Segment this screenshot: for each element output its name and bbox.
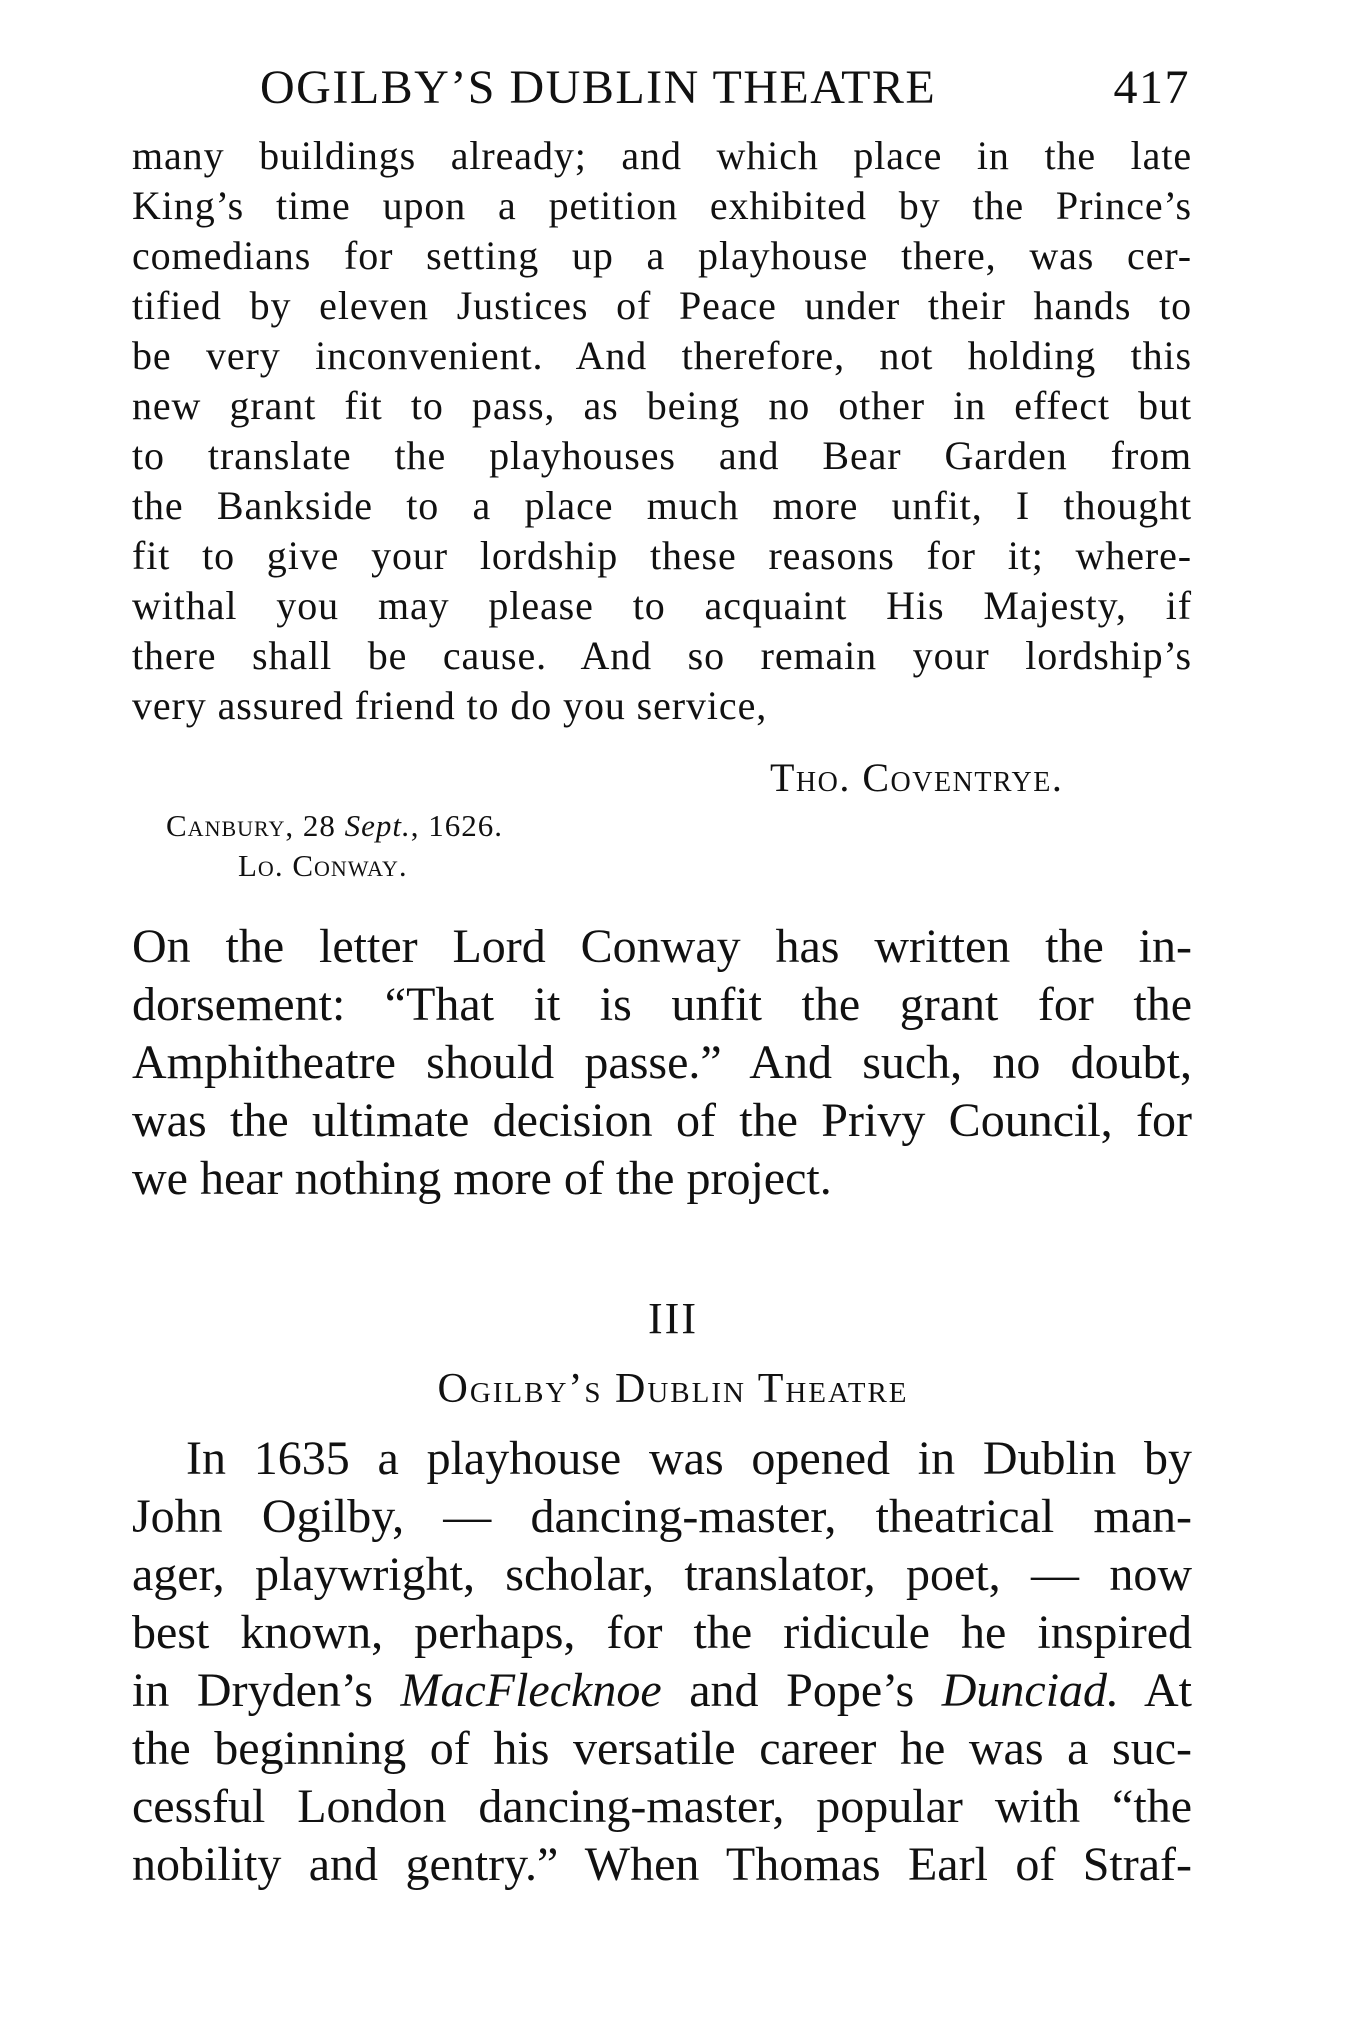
page-number: 417 <box>1113 61 1190 114</box>
letter-line: very assured friend to do you service, <box>132 683 768 728</box>
running-head <box>260 58 1190 118</box>
letter-line: King’s time upon a petition exhibited by the Prince’s <box>132 183 1192 228</box>
paragraph-line: In 1635 a playhouse was opened in Dublin by <box>186 1432 1192 1485</box>
letter-line: many buildings already; and which place in the late <box>132 133 1192 178</box>
text-run: in Dryden’s <box>132 1664 401 1717</box>
text-run: and Pope’s <box>661 1664 942 1717</box>
dateline-day: 28 <box>302 808 336 843</box>
letter-addressee <box>238 846 408 886</box>
paragraph-line: dorsement: “That it is unfit the grant for the <box>132 978 1192 1031</box>
paragraph-line: nobility and gentry.” When Thomas Earl of Straf- <box>132 1838 1192 1891</box>
letter-line: be very inconvenient. And therefore, not holding this <box>132 333 1192 378</box>
letter-line: tified by eleven Justices of Peace under their hands to <box>132 283 1192 328</box>
title-dunciad: Dunciad. <box>941 1664 1120 1717</box>
paragraph-line: best known, perhaps, for the ridicule he inspired <box>132 1606 1192 1659</box>
letter-line: fit to give your lordship these reasons for it; where- <box>132 533 1192 578</box>
running-head-title: OGILBY’S DUBLIN THEATRE <box>260 61 937 114</box>
dateline-month: Sept. <box>344 808 411 843</box>
paragraph-line: ager, playwright, scholar, translator, poet, — now <box>132 1548 1192 1601</box>
paragraph-line: was the ultimate decision of the Privy Council, for <box>132 1094 1192 1147</box>
paragraph-line: On the letter Lord Conway has written the in- <box>132 920 1192 973</box>
section-number: III <box>648 1294 698 1343</box>
paragraph-line: the beginning of his versatile career he was a suc- <box>132 1722 1192 1775</box>
letter-line: to translate the playhouses and Bear Garden from <box>132 433 1192 478</box>
dateline-place: Canbury <box>166 808 286 843</box>
letter-line: the Bankside to a place much more unfit, I thought <box>132 483 1192 528</box>
title-macflecknoe: MacFlecknoe <box>400 1664 662 1717</box>
paragraph-line: Amphitheatre should passe.” And such, no doubt, <box>132 1036 1192 1089</box>
letter-signature: Tho. Coventrye. <box>770 755 1064 800</box>
paragraph-line: we hear nothing more of the project. <box>132 1152 832 1205</box>
paragraph-line <box>132 1663 1192 1719</box>
text-run: At <box>1119 1664 1192 1717</box>
letter-line: withal you may please to acquaint His Majesty, if <box>132 583 1192 628</box>
section-title: Ogilby’s Dublin Theatre <box>437 1366 909 1412</box>
letter-dateline: Canbury, 28 Sept., 1626. <box>166 808 503 843</box>
paragraph-line: John Ogilby, — dancing-master, theatrical man- <box>132 1490 1192 1543</box>
letter-line: there shall be cause. And so remain your lordship’s <box>132 633 1192 678</box>
dateline-year: 1626. <box>428 808 503 843</box>
letter-line: comedians for setting up a playhouse there, was cer- <box>132 233 1192 278</box>
paragraph-line: cessful London dancing-master, popular with “the <box>132 1780 1192 1833</box>
addressee-name: Lo. Conway. <box>238 848 408 883</box>
letter-line: new grant fit to pass, as being no other in effect but <box>132 383 1192 428</box>
